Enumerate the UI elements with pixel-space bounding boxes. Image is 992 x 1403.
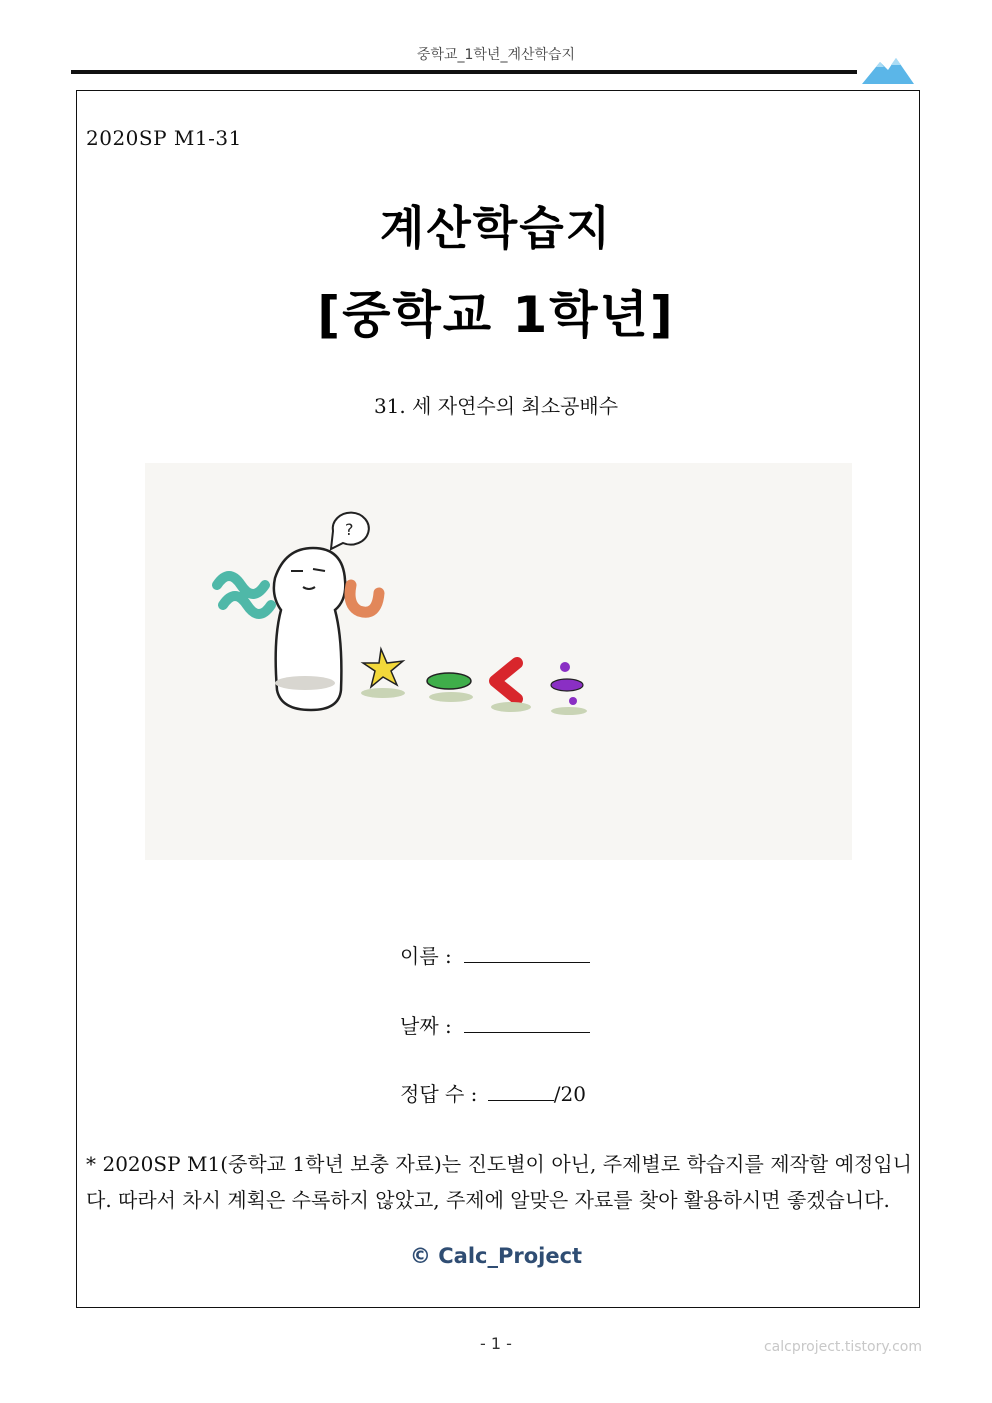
site-url: calcproject.tistory.com xyxy=(763,1339,922,1355)
header-title: 중학교_1학년_계산학습지 xyxy=(416,47,576,63)
svg-text:?: ? xyxy=(345,520,354,539)
header-rule xyxy=(71,70,857,74)
score-blank[interactable] xyxy=(488,1082,554,1101)
score-total: /20 xyxy=(553,1082,586,1106)
score-field xyxy=(400,1078,586,1107)
name-label: 이름 : xyxy=(400,944,452,968)
score-label: 정답 수 : xyxy=(400,1082,478,1106)
date-field xyxy=(400,1010,590,1039)
date-label: 날짜 : xyxy=(400,1014,452,1038)
name-blank[interactable] xyxy=(464,944,590,963)
illustration xyxy=(145,463,852,860)
mountain-icon xyxy=(860,54,916,86)
question-bubble-icon xyxy=(331,513,369,549)
page-number: - 1 - xyxy=(480,1334,512,1353)
worksheet-code: 2020SP M1-31 xyxy=(86,126,242,150)
name-field xyxy=(400,940,590,969)
topic-subtitle: 31. 세 자연수의 최소공배수 xyxy=(373,394,619,418)
grade-title: [중학교 1학년] xyxy=(317,286,675,344)
date-blank[interactable] xyxy=(464,1014,590,1033)
copyright: © Calc_Project xyxy=(409,1244,583,1268)
character-illustration xyxy=(145,463,852,860)
page-title: 계산학습지 xyxy=(379,201,613,255)
note-paragraph: * 2020SP M1(중학교 1학년 보충 자료)는 진도별이 아닌, 주제별로 학습지를 제작할 예정입니다. 따라서 차시 계획은 수록하지 않았고, 주제에 알맞은 자료를 찾아 활용하시면 좋겠습니다. xyxy=(86,1152,912,1212)
